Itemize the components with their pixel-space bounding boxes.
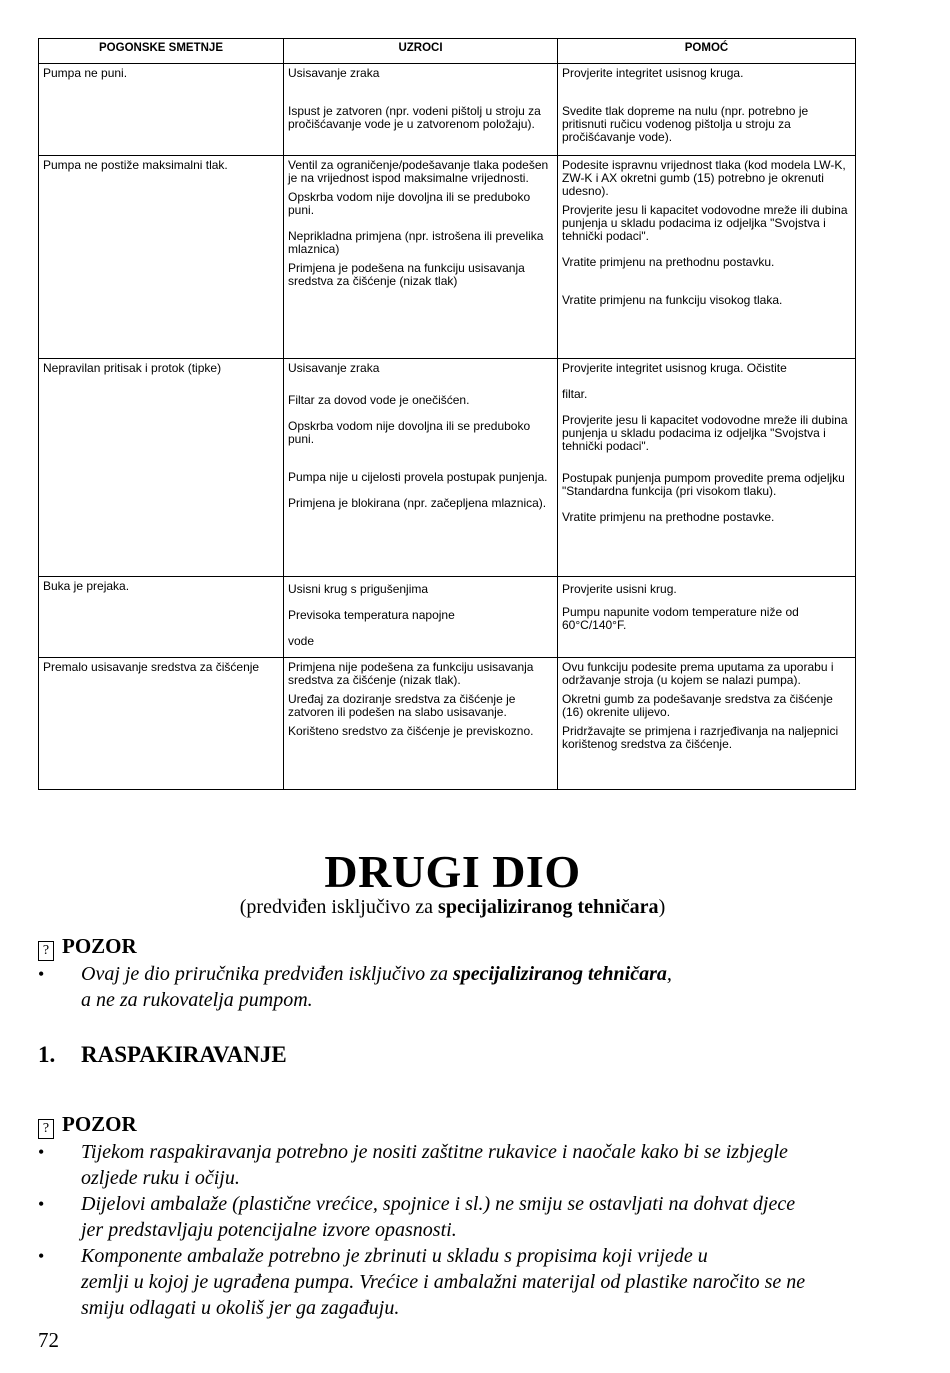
warning-text-start: Ovaj je dio priručnika predviđen isključivo za [81,963,453,985]
cause-text: Usisavanje zraka [288,361,380,375]
cause-text: Korišteno sredstvo za čišćenje je previskozno. [288,724,534,738]
cause-text: Uređaj za doziranje sredstva za čišćenje je zatvoren ili podešen na slabo usisavanje. [288,692,516,719]
warning-text-bold: specijaliziranog tehničara [452,963,667,985]
part-subtitle-close: ) [658,896,666,918]
warning-heading [38,1111,137,1139]
part-title: DRUGI DIO [324,846,581,897]
cause-text: Neprikladna primjena (npr. istrošena ili prevelika mlaznica) [288,229,544,256]
part-subtitle-bold: specijaliziranog tehničara [438,896,659,918]
remedy-text: Pumpu napunite vodom temperature niže od 60°C/140°F. [562,605,799,632]
causes-cell [284,577,558,658]
problem-cell [39,577,284,658]
remedy-text: Provjerite usisni krug. [562,582,677,596]
problem-cell [39,359,284,577]
cause-text: Usisavanje zraka [288,66,380,80]
remedy-text: Okretni gumb za podešavanje sredstva za čišćenje [562,692,833,706]
part-subtitle [0,895,905,919]
remedy-text: Provjerite integritet usisnog kruga. Očistite [562,361,787,375]
bullet-line: jer predstavljaju potencijalne izvore opasnosti. [81,1219,457,1241]
remedy-text: Vratite primjenu na prethodne postavke. [562,510,775,524]
remedy-text: Svedite tlak dopreme na nulu (npr. potrebno je pritisnuti ručicu vodenog pištolja u stroju za pročišćavanje vode). [562,104,809,144]
list-item [38,1243,878,1321]
remedy-text: Provjerite jesu li kapacitet vodovodne mreže ili dubina punjenja u skladu podacima iz odjeljka "Svojstva i tehnički podaci". [562,413,848,453]
cause-text: vode [288,634,315,648]
header-causes: UZROCI [284,39,558,64]
problem-text: Pumpa ne puni. [43,66,128,80]
problem-text: Buka je prejaka. [43,579,130,593]
cause-text: Usisni krug s prigušenjima [288,582,429,596]
warning-box-icon: ? [38,1119,54,1139]
warning-text-end: , [666,963,672,985]
cause-text: Ventil za ograničenje/podešavanje tlaka podešen je na vrijednost ispod maksimalne vrijednosti. [288,158,549,185]
cause-text: Ispust je zatvoren (npr. vodeni pištolj u stroju za pročišćavanje vode je u zatvorenom položaju). [288,104,541,131]
page-number: 72 [38,1328,59,1352]
table-row [39,156,856,359]
bullet-line: smiju odlagati u okoliš jer ga zagađuju. [81,1297,400,1319]
warning-box-icon: ? [38,941,54,961]
bullet-line: zemlji u kojoj je ugrađena pumpa. Vrećice i ambalažni materijal od plastike naročito se ne [81,1271,806,1293]
warning-list [38,961,878,1013]
remedy-text: (16) okrenite ulijevo. [562,705,671,719]
problem-text: Premalo usisavanje sredstva za čišćenje [43,660,260,674]
bullet-line: • Dijelovi ambalaže (plastične vrećice, spojnice i sl.) ne smiju se ostavljati na dohvat djece [81,1193,796,1215]
remedy-text: filtar. [562,387,588,401]
list-item [38,961,878,1013]
remedies-cell [558,64,856,156]
table-header-row [39,39,856,64]
warning-heading [38,933,137,961]
troubleshooting-table [38,38,856,790]
problem-cell [39,156,284,359]
causes-cell [284,156,558,359]
section-title: RASPAKIRAVANJE [81,1042,287,1067]
remedies-cell [558,658,856,790]
remedy-text: Provjerite jesu li kapacitet vodovodne mreže ili dubina punjenja u skladu podacima iz odjeljka "Svojstva i tehnički podaci". [562,203,848,243]
cause-text: Primjena je podešena na funkciju usisavanja sredstva za čišćenje (nizak tlak) [288,261,525,288]
cause-text: Opskrba vodom nije dovoljna ili se preduboko puni. [288,419,531,446]
table-row [39,658,856,790]
section-heading [38,1040,287,1070]
remedy-text: Ovu funkciju podesite prema uputama za uporabu i [562,660,834,674]
remedies-cell [558,156,856,359]
warning-label: POZOR [62,1112,137,1136]
cause-text: Opskrba vodom nije dovoljna ili se preduboko puni. [288,190,531,217]
section-number: 1. [38,1042,56,1067]
remedy-text: održavanje stroja (u kojem se nalazi pumpa). [562,673,801,687]
remedies-cell [558,577,856,658]
problem-cell [39,64,284,156]
header-problems: POGONSKE SMETNJE [39,39,284,64]
remedy-text: Vratite primjenu na funkciju visokog tlaka. [562,293,783,307]
problem-cell [39,658,284,790]
warning-list [38,1139,878,1321]
table-row [39,359,856,577]
warning-text [81,963,672,985]
header-remedies: POMOĆ [558,39,856,64]
remedy-text: Provjerite integritet usisnog kruga. [562,66,744,80]
part-subtitle-open: (predviđen isključivo za [239,896,439,918]
warning-label: POZOR [62,934,137,958]
warning-text-line2: a ne za rukovatelja pumpom. [81,989,313,1011]
cause-text: Filtar za dovod vode je onečišćen. [288,393,470,407]
cause-text: Previsoka temperatura napojne [288,608,455,622]
list-item [38,1191,878,1243]
remedy-text: Vratite primjenu na prethodnu postavku. [562,255,775,269]
cause-text: Primjena je blokirana (npr. začepljena mlaznica). [288,496,547,510]
remedy-text: Podesite ispravnu vrijednost tlaka (kod modela LW-K, ZW-K i AX okretni gumb (15) potrebno je okrenuti udesno). [562,158,846,198]
bullet-line: • Tijekom raspakiravanja potrebno je nositi zaštitne rukavice i naočale kako bi se izbjegle [81,1141,788,1163]
problem-text: Nepravilan pritisak i protok (tipke) [43,361,222,375]
remedy-text: Postupak punjenja pumpom provedite prema odjeljku "Standardna funkcija (pri visokom tlaku). [562,471,845,498]
bullet-line: ozljede ruku i očiju. [81,1167,240,1189]
causes-cell [284,64,558,156]
list-item [38,1139,878,1191]
problem-text: Pumpa ne postiže maksimalni tlak. [43,158,228,172]
causes-cell [284,658,558,790]
bullet-line: • Komponente ambalaže potrebno je zbrinuti u skladu s propisima koji vrijede u [81,1245,708,1267]
causes-cell [284,359,558,577]
remedy-text: Pridržavajte se primjena i razrjeđivanja na naljepnici korištenog sredstva za čišćenje. [562,724,839,751]
remedies-cell [558,359,856,577]
cause-text: Primjena nije podešena za funkciju usisavanja sredstva za čišćenje (nizak tlak). [288,660,534,687]
table-row [39,577,856,658]
cause-text: Pumpa nije u cijelosti provela postupak punjenja. [288,470,548,484]
table-row [39,64,856,156]
